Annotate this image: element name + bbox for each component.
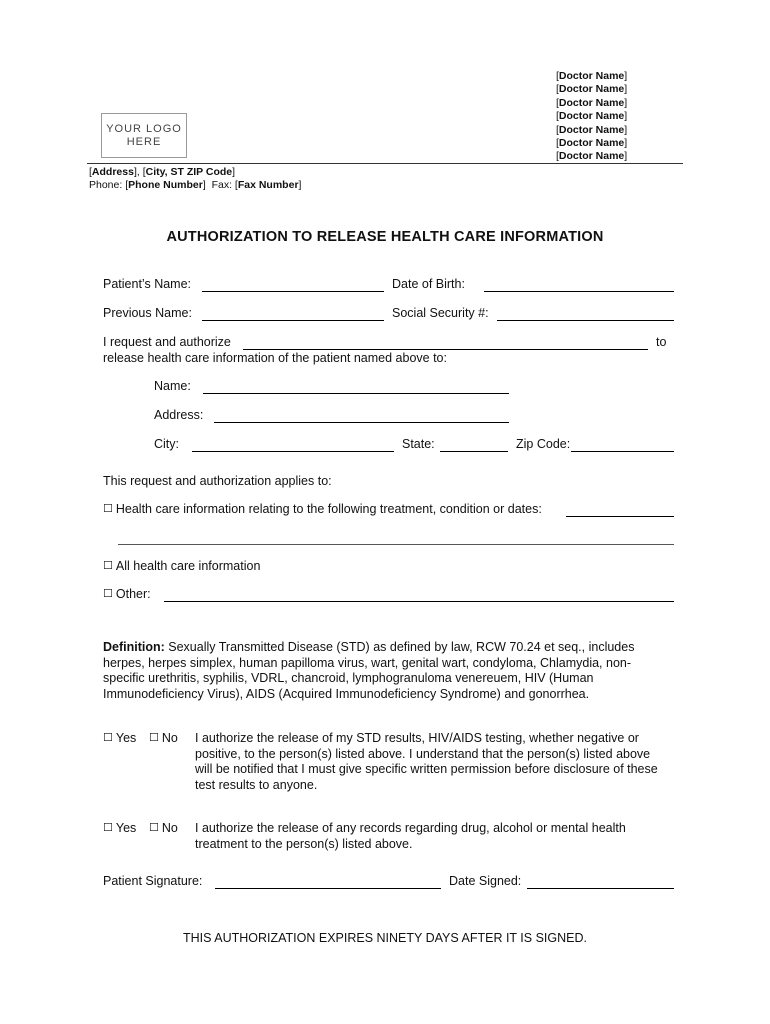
treatment-dates-field[interactable] — [566, 516, 674, 517]
recipient-city-label: City: — [154, 437, 179, 451]
treatment-details-field[interactable] — [118, 544, 674, 545]
checkbox-consent1-no[interactable]: ☐ — [149, 731, 159, 744]
option-other — [103, 587, 151, 601]
option-treatment-label: Health care information relating to the following treatment, condition or dates: — [115, 502, 542, 516]
doctor-name: [Doctor Name] — [556, 70, 628, 82]
checkbox-all[interactable]: ☐ — [103, 559, 113, 572]
applies-label: This request and authorization applies to: — [103, 474, 332, 488]
recipient-address-label: Address: — [154, 408, 204, 422]
recipient-name-field[interactable] — [203, 393, 509, 394]
header-divider — [87, 163, 683, 164]
checkbox-other[interactable]: ☐ — [103, 587, 113, 600]
patient-name-label: Patient’s Name: — [103, 277, 192, 291]
checkbox-consent2-no[interactable]: ☐ — [149, 821, 159, 834]
option-treatment — [103, 502, 542, 516]
request-label: I request and authorize — [103, 335, 231, 349]
logo-text-line2: HERE — [126, 135, 162, 148]
recipient-state-field[interactable] — [440, 451, 508, 452]
date-signed-field[interactable] — [527, 888, 674, 889]
consent1-text: I authorize the release of my STD results, HIV/AIDS testing, whether negative or positive, to the person(s) listed above. I understand that the person(s) listed above will be notified that I must give specific written permission before disclosure of these test results to anyone. — [195, 731, 658, 792]
recipient-state-label: State: — [402, 437, 435, 451]
authorized-party-field[interactable] — [243, 349, 648, 350]
definition-paragraph: Definition: Sexually Transmitted Disease (STD) as defined by law, RCW 70.24 et seq., includes herpes, herpes simplex, human papilloma virus, wart, genital wart, condyloma, Chlamydia, non- specific urethritis, syphilis, VDRL, chancroid, lymphogranuloma venereuem, HIV (Human Immunodeficiency Virus), AIDS (Acquired Immunodeficiency Syndrome) and gonorrhea. — [103, 640, 635, 701]
option-all — [103, 559, 260, 573]
doctor-name: [Doctor Name] — [556, 137, 628, 150]
date-signed-label: Date Signed: — [449, 874, 522, 888]
consent2-yes: ☐ Yes — [103, 821, 137, 835]
option-other-label: Other: — [115, 587, 151, 601]
ssn-field[interactable] — [497, 320, 674, 321]
previous-name-field[interactable] — [202, 320, 384, 321]
signature-label: Patient Signature: — [103, 874, 203, 888]
checkbox-treatment[interactable]: ☐ — [103, 502, 113, 515]
doctor-name: [Doctor Name] — [556, 110, 628, 123]
recipient-city-field[interactable] — [192, 451, 394, 452]
signature-field[interactable] — [215, 888, 441, 889]
option-all-label: All health care information — [115, 559, 261, 573]
consent1-no: ☐ No — [149, 731, 178, 745]
dob-label: Date of Birth: — [392, 277, 465, 291]
ssn-label: Social Security #: — [392, 306, 489, 320]
address-line: [Address], [City, ST ZIP Code] — [89, 166, 236, 178]
recipient-address-field[interactable] — [214, 422, 509, 423]
contact-line: Phone: [Phone Number] Fax: [Fax Number] — [89, 179, 302, 191]
doctor-name: [Doctor Name] — [556, 96, 628, 109]
other-field[interactable] — [164, 601, 674, 602]
doctor-name: [Doctor Name] — [556, 123, 628, 136]
checkbox-consent1-yes[interactable]: ☐ — [103, 731, 113, 744]
logo-text-line1: YOUR LOGO — [106, 122, 182, 135]
patient-name-field[interactable] — [202, 291, 384, 292]
consent2-text: I authorize the release of any records regarding drug, alcohol or mental health treatment to the person(s) listed above. — [195, 821, 626, 851]
consent2-no: ☐ No — [149, 821, 178, 835]
logo-placeholder — [101, 113, 187, 158]
doctor-list — [556, 70, 627, 164]
previous-name-label: Previous Name: — [103, 306, 192, 320]
address-block — [89, 166, 301, 192]
request-to-label: to — [656, 335, 667, 349]
doctor-name: [Doctor Name] — [556, 83, 628, 96]
checkbox-consent2-yes[interactable]: ☐ — [103, 821, 113, 834]
recipient-zip-field[interactable] — [571, 451, 674, 452]
expiry-notice: THIS AUTHORIZATION EXPIRES NINETY DAYS AFTER IT IS SIGNED. — [182, 931, 587, 945]
definition-label: Definition: — [103, 640, 165, 654]
doctor-name: [Doctor Name] — [556, 150, 628, 163]
recipient-name-label: Name: — [154, 379, 191, 393]
consent1-yes: ☐ Yes — [103, 731, 137, 745]
recipient-zip-label: Zip Code: — [516, 437, 571, 451]
dob-field[interactable] — [484, 291, 674, 292]
page-title: AUTHORIZATION TO RELEASE HEALTH CARE INFORMATION — [166, 229, 604, 245]
request-line2: release health care information of the patient named above to: — [103, 351, 447, 365]
